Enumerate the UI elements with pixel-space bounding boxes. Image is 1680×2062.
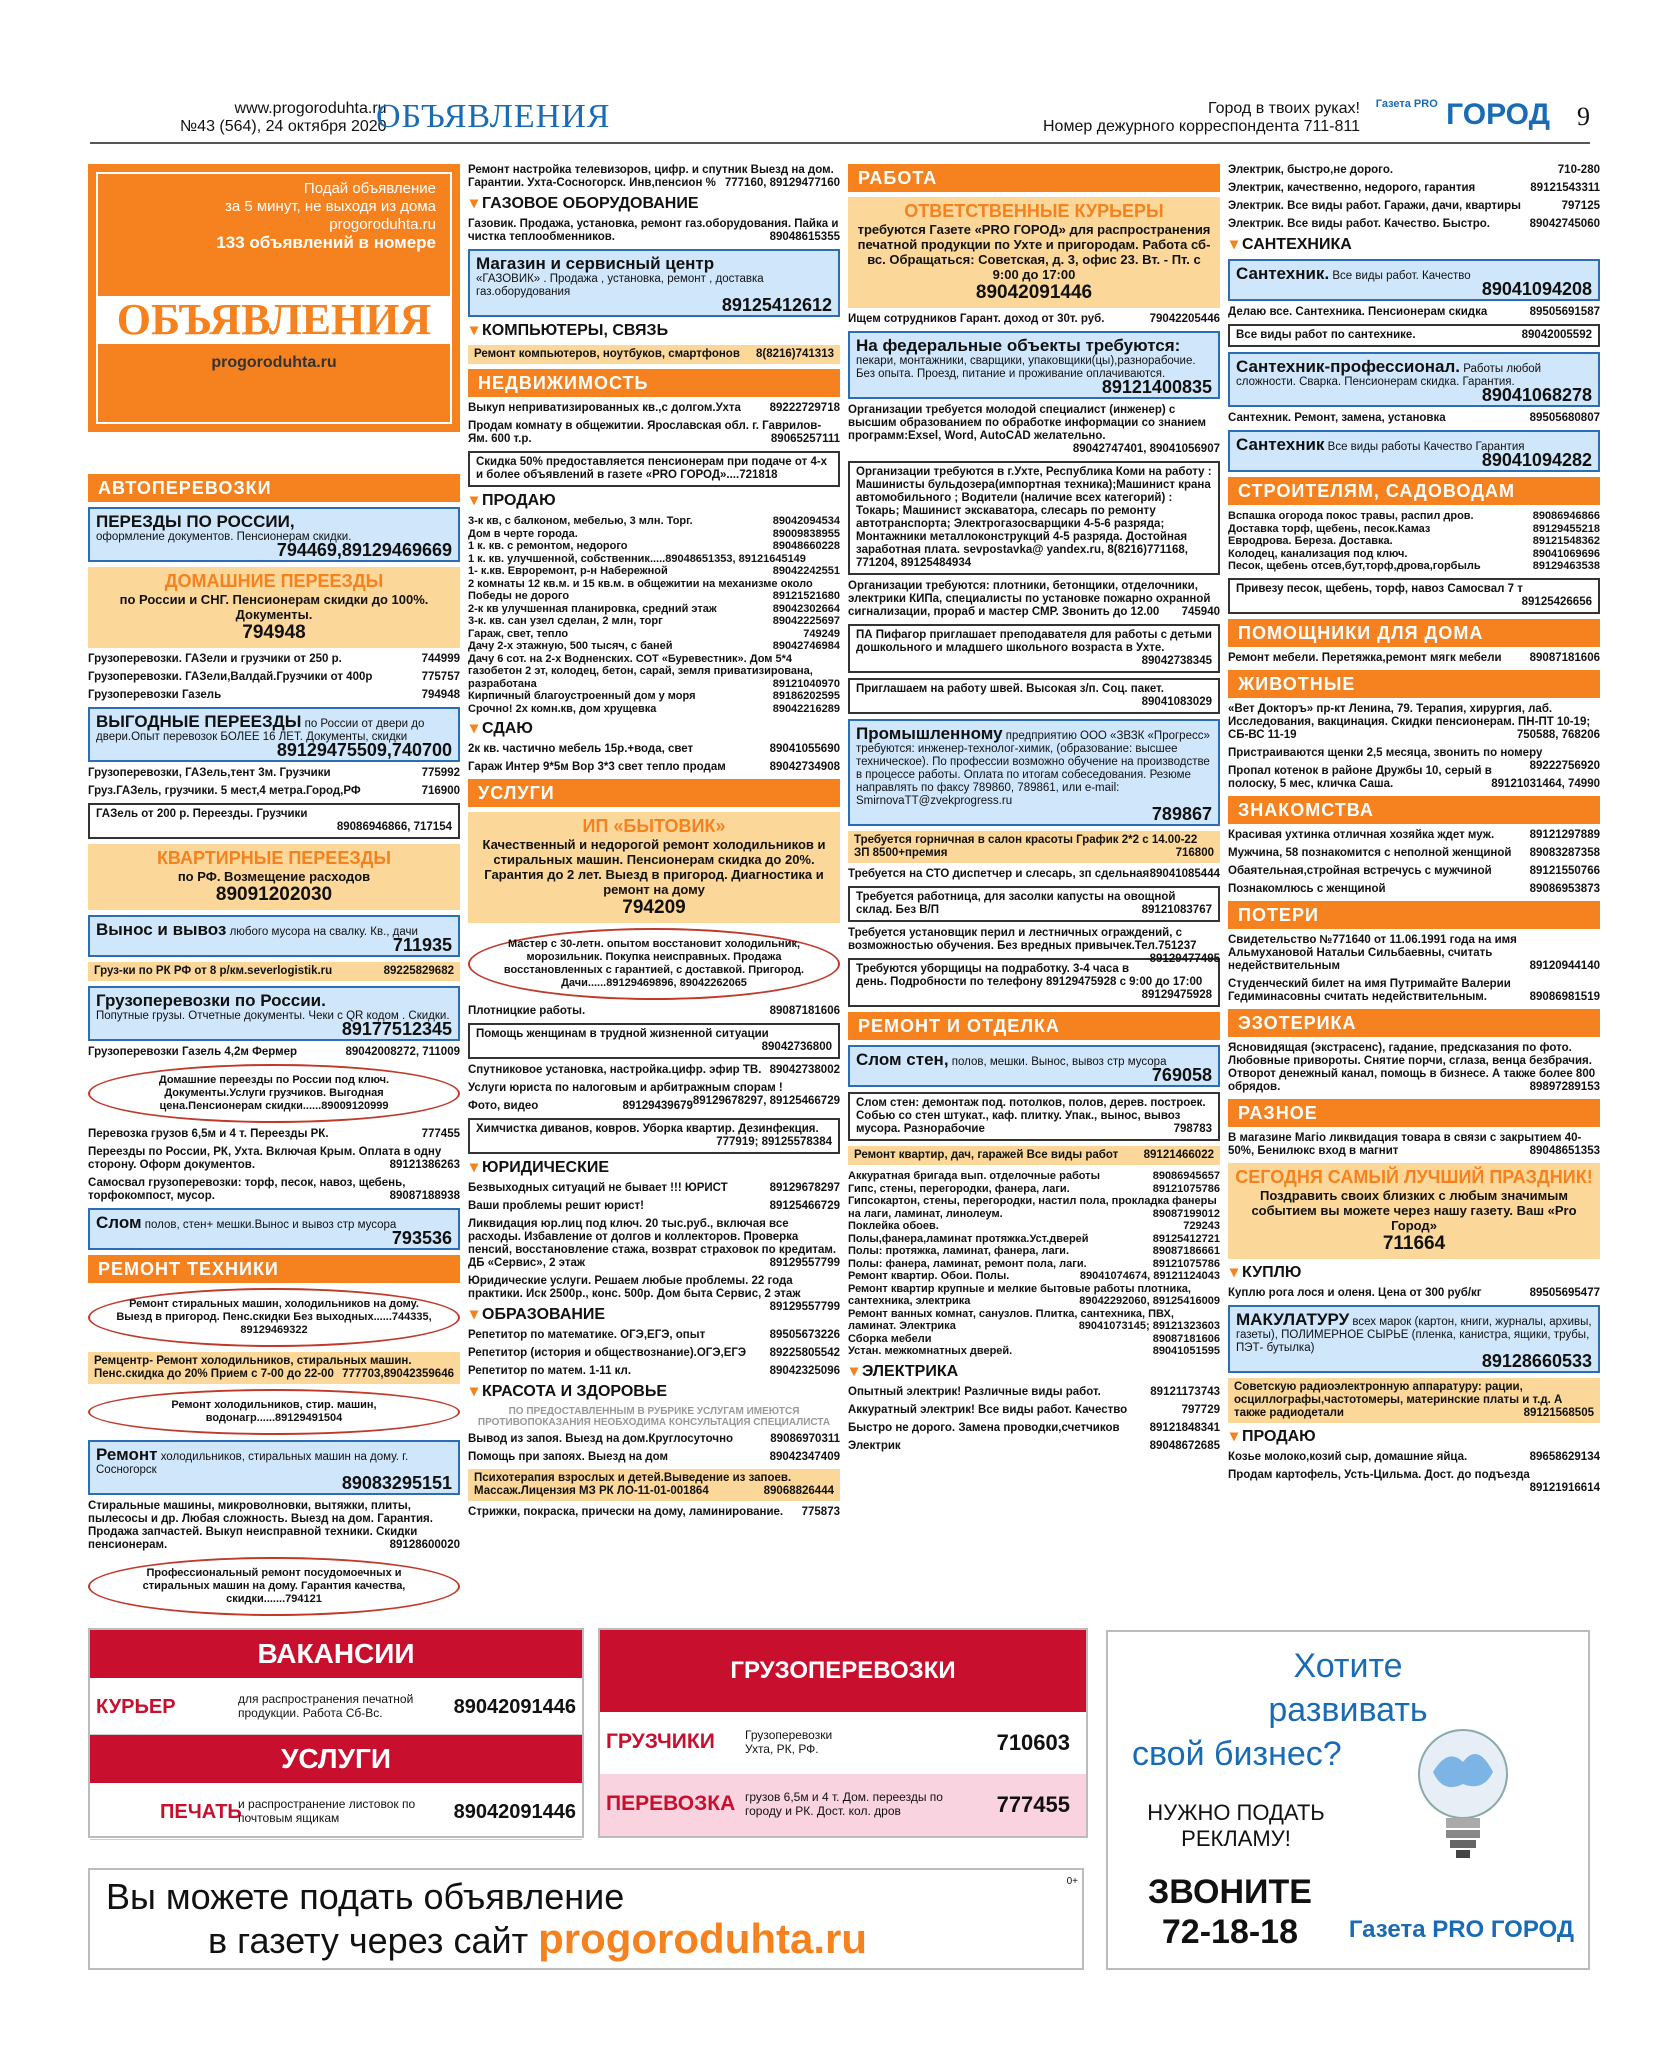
section-header: РЕМОНТ ТЕХНИКИ — [88, 1255, 460, 1283]
cargo-block — [598, 1628, 1088, 1838]
ad-line: Ясновидящая (экстрасенс), гадание, предсказания по фото. Любовные привороты. Снятие порчи, сглаза, венца безбрачия. Отворот денежный канал, помощь в бизнесе. А также более 800 обрядов. 89897289153 — [1228, 1041, 1600, 1093]
ad-line: Пропал котенок в районе Дружбы 10, серый в полоску, 5 мес, кличка Саша. 89121031464, 74990 — [1228, 764, 1600, 790]
subsection-header: ▾ ЭЛЕКТРИКА — [848, 1363, 1220, 1381]
ad-line: Помощь при запоях. Выезд на дом 89042347409 — [468, 1451, 840, 1463]
section-header: ЭЗОТЕРИКА — [1228, 1009, 1600, 1037]
ad-line: Выкуп неприватизированных кв.,с долгом.Ухта 89222729718 — [468, 402, 840, 414]
ad-line: Ремонт квартир крупные и мелкие бытовые работы плотника, сантехника, электрика 89042292060, 89125416009 — [848, 1282, 1220, 1307]
ad-line: Электрик. Все виды работ. Качество. Быстро. 89042745060 — [1228, 218, 1600, 230]
ad-line: Аккуратная бригада вып. отделочные работы 89086945657 — [848, 1170, 1220, 1182]
ad-oval: Ремонт холодильников, стир. машин, водонагр......89129491504 — [88, 1389, 460, 1435]
ad-line: Грузоперевозки, ГАЗель,тент 3м. Грузчики 775992 — [88, 767, 460, 779]
ad-box[interactable]: МАКУЛАТУРУ всех марок (картон, книги, журналы, архивы, газеты), ПОЛИМЕРНОЕ СЫРЬЕ (пленка, канистра, ящики, трубы, ПЭТ- бутылка) 89128660533 — [1228, 1305, 1600, 1373]
subsection-header: ▾ ОБРАЗОВАНИЕ — [468, 1306, 840, 1324]
ad-line: 1- к.кв. Евроремонт, р-н Набережной 89042242551 — [468, 565, 840, 577]
ad-line: Электрик, качественно, недорого, гарантия 89121543311 — [1228, 182, 1600, 194]
ad-yellow: Груз-ки по РК РФ от 8 р/км.severlogistik.ru 89225829682 — [88, 962, 460, 981]
ad-line: Организации требуются: плотники, бетонщики, отделочники, электрики КИПа, специалисты по установке пожарно охранной сигнализации, прораб и мастер СМР. Звонить до 12.00 745940 — [848, 580, 1220, 618]
transport-row[interactable]: ПЕРЕВОЗКА грузов 6,5м и 4 т. Дом. переезды по городу и РК. Дост. кол. дров 777455 — [600, 1774, 1086, 1836]
issue-info: №43 (564), 24 октября 2020 — [180, 118, 387, 135]
ad-line: Полы: протяжка, ламинат, фанера, лаги. 89087186661 — [848, 1245, 1220, 1257]
sale-list — [468, 515, 840, 715]
business-ad[interactable]: Хотите развивать свой бизнес? НУЖНО ПОДАТЬ РЕКЛАМУ! ЗВОНИТЕ 72-18-18 Газета PRO ГОРОД — [1106, 1630, 1590, 1970]
ad-line: Безвыходных ситуаций не бывает !!! ЮРИСТ 89129678297 — [468, 1182, 840, 1194]
ad-line: Переезды по России, РК, Ухта. Включая Крым. Оплата в одну сторону. Оформ документов. 89121386263 — [88, 1146, 460, 1171]
lead-banner[interactable]: Подай объявление за 5 минут, не выходя из дома progoroduhta.ru 133 объявлений в номере ОБЪЯВЛЕНИЯ progoroduhta.ru — [88, 164, 460, 432]
ad-highlight[interactable]: ДОМАШНИЕ ПЕРЕЕЗДЫ по России и СНГ. Пенсионерам скидки до 100%. Документы. 794948 — [88, 567, 460, 648]
ad-line: Быстро не дорого. Замена проводки,счетчиков 89121848341 — [848, 1421, 1220, 1434]
ad-line: «Вет Докторъ» пр-кт Ленина, 79. Терапия, хирургия, лаб. Исследования, вакцинация. Скидки пенсионерам. ПН-ПТ 10-19; СБ-ВС 11-19 750588, 768206 — [1228, 702, 1600, 741]
ad-yellow: Требуется горничная в салон красоты График 2*2 с 14.00-22 ЗП 8500+премия 716800 — [848, 831, 1220, 863]
ad-oval: Ремонт стиральных машин, холодильников на дому. Выезд в пригород. Пенс.скидки Без выходных......744335, 89129469322 — [88, 1288, 460, 1347]
ad-line: 3-к. кв. сан узел сделан, 2 млн, торг 89042225697 — [468, 615, 840, 627]
warning-text: ПО ПРЕДОСТАВЛЕННЫМ В РУБРИКЕ УСЛУГАМ ИМЕЮТСЯ ПРОТИВОПОКАЗАНИЯ НЕОБХОДИМА КОНСУЛЬТАЦИЯ СПЕЦИАЛИСТА — [477, 1406, 831, 1428]
ad-line: Перевозка грузов 6,5м и 4 т. Переезды РК. 777455 — [88, 1128, 460, 1140]
ad-frame: Требуются уборщицы на подработку. 3-4 часа в день. Подробности по телефону 89129475928 с 9:00 до 17:00 89129475928 — [848, 958, 1220, 1007]
ad-line: Груз.ГАЗель, грузчики. 5 мест,4 метра.Город,РФ 716900 — [88, 785, 460, 797]
ad-frame: Требуется работница, для засолки капусты на овощной склад. Без В/П 89121083767 — [848, 886, 1220, 922]
ad-line: Куплю рога лося и оленя. Цена от 300 руб/кг 89505695477 — [1228, 1286, 1600, 1299]
column-1 — [88, 164, 460, 1621]
ad-line: Стиральные машины, микроволновки, вытяжки, плиты, пылесосы и др. Любая сложность. Выезд на дом. Гарантия. Продажа запчастей. Выкуп неисправной техники. Скидки пенсионерам. 89128600020 — [88, 1500, 460, 1551]
ad-highlight[interactable]: КВАРТИРНЫЕ ПЕРЕЕЗДЫ по РФ. Возмещение расходов 89091202030 — [88, 844, 460, 910]
ad-box[interactable]: Слом стен, полов, мешки. Вынос, вывоз стр мусора 769058 — [848, 1045, 1220, 1087]
garden-list — [1228, 510, 1600, 573]
section-header: ПОТЕРИ — [1228, 901, 1600, 929]
ad-line: Красивая ухтинка отличная хозяйка ждет муж. 89121297889 — [1228, 828, 1600, 841]
ad-yellow: Психотерапия взрослых и детей.Выведение из запоев. Массаж.Лицензия МЗ РК ЛО-11-01-001864 89068826444 — [468, 1469, 840, 1501]
ad-highlight[interactable]: СЕГОДНЯ САМЫЙ ЛУЧШИЙ ПРАЗДНИК! Поздравить своих близких с любым значимым событием вы можете через нашу газету. Ваш «Pro Город» 711664 — [1228, 1163, 1600, 1259]
ad-yellow: Ремцентр- Ремонт холодильников, стиральных машин. Пенс.скидка до 20% Прием с 7-00 до 22-00 777703,89042359646 — [88, 1352, 460, 1384]
ad-line: 1 к. кв. улучшенной, собственник.....89048651353, 89121645149 — [468, 552, 806, 565]
ad-line: Гараж Интер 9*5м Вор 3*3 свет тепло продам 89042734908 — [468, 761, 840, 773]
ad-line: Ремонт настройка телевизоров, цифр. и спутник Выезд на дом. Гарантии. Ухта-Сосногорск. Инв,пенсион % 777160, 89129477160 — [468, 164, 840, 189]
section-header: РЕМОНТ И ОТДЕЛКА — [848, 1012, 1220, 1040]
duty-phone: Номер дежурного корреспондента 711-811 — [1043, 118, 1360, 135]
ad-line: Аккуратный электрик! Все виды работ. Качество 797729 — [848, 1403, 1220, 1416]
ad-line: Ликвидация юр.лиц под ключ. 20 тыс.руб., включая все расходы. Избавление от долгов и коллекторов. Проверка пенсий, восстановление стажа, возврат страховок по кредитам. ДБ «Сервис», 2 этаж 89129557799 — [468, 1218, 840, 1269]
ad-line: Свидетельство №771640 от 11.06.1991 года на имя Альмухановой Натальи Сильбаевны, считать недействительным 89120944140 — [1228, 933, 1600, 972]
vacancies-header: ВАКАНСИИ — [90, 1630, 582, 1678]
ad-line: Гараж, свет, тепло 749249 — [468, 627, 840, 640]
ad-frame: ГАЗель от 200 р. Переезды. Грузчики 89086946866, 717154 — [88, 803, 460, 839]
ad-frame: Приглашаем на работу швей. Высокая з/п. Соц. пакет. 89041083029 — [848, 678, 1220, 714]
ad-line: Сантехник. Ремонт, замена, установка 89505680807 — [1228, 412, 1600, 424]
lightbulb-icon — [1408, 1722, 1518, 1872]
ad-box[interactable]: Ремонт холодильников, стиральных машин на дому. г. Сосногорск 89083295151 — [88, 1440, 460, 1495]
ad-line: Обаятельная,стройная встречусь с мужчиной 89121550766 — [1228, 864, 1600, 877]
ad-oval: Домашние переезды по России под ключ. Документы.Услуги грузчиков. Выгодная цена.Пенсионерам скидки......89009120999 — [88, 1064, 460, 1123]
page-number: 9 — [1577, 102, 1590, 131]
ad-line: Вывод из запоя. Выезд на дом.Круглосуточно 89086970311 — [468, 1433, 840, 1445]
section-header: ЖИВОТНЫЕ — [1228, 670, 1600, 698]
ad-highlight[interactable]: ИП «БЫТОВИК» Качественный и недорогой ремонт холодильников и стиральных машин. Пенсионерам скидка до 20%. Гарантия до 2 лет. Выезд в пригород. Диагностика и ремонт на дому 794209 — [468, 812, 840, 923]
ad-yellow: Советскую радиоэлектронную аппаратуру: рации, осциллографы,частотомеры, материнские платы и т.д. А также радиодетали 89121568505 — [1228, 1378, 1600, 1423]
ad-box[interactable]: ВЫГОДНЫЕ ПЕРЕЕЗДЫ по России от двери до двери.Опыт перевозок БОЛЕЕ 16 ЛЕТ. Документы, скидки 89129475509,740700 — [88, 707, 460, 762]
ad-box[interactable]: Сантехник Все виды работы Качество Гарантия 89041094282 — [1228, 430, 1600, 472]
column-4 — [1228, 164, 1600, 1495]
ad-line: Стрижки, покраска, прически на дому, ламинирование. 775873 — [468, 1506, 840, 1518]
print-row[interactable]: ПЕЧАТЬ и распространение листовок по почтовым ящикам 89042091446 — [90, 1783, 582, 1840]
ad-line: Продам комнату в общежитии. Ярославская обл. г. Гаврилов-Ям. 600 т.р. 89065257111 — [468, 420, 840, 445]
ad-frame: Химчистка диванов, ковров. Уборка квартир. Дезинфекция. 777919; 89125578384 — [468, 1118, 840, 1154]
ad-line: Ремонт квартир. Обои. Полы. 89041074674, 89121124043 — [848, 1270, 1220, 1282]
ad-line: Вспашка огорода покос травы, распил дров. 89086946866 — [1228, 510, 1600, 522]
subsection-header: ▾ ГАЗОВОЕ ОБОРУДОВАНИЕ — [468, 195, 840, 213]
subsection-header: ▾ САНТЕХНИКА — [1228, 236, 1600, 254]
ad-line: Грузоперевозки. ГАЗели,Валдай.Грузчики от 400р 775757 — [88, 671, 460, 683]
ad-line: Гипсокартон, стены, перегородки, настил пола, прокладка фанеры на лаги, ламинат, линолеум. 89087199012 — [848, 1195, 1220, 1220]
ad-line: Фото, видео 89129439679 — [468, 1100, 693, 1112]
ad-line: В магазине Магіо ликвидация товара в связи с закрытием 40-50%, Бенилюкс вход в магнит 89048651353 — [1228, 1131, 1600, 1157]
ad-line: Продам картофель, Усть-Цильма. Дост. до подъезда 89121916614 — [1228, 1468, 1600, 1494]
slogan: Город в твоих руках! — [1207, 100, 1360, 117]
ad-line: Репетитор (история и обществознание).ОГЭ,ЕГЭ 89225805542 — [468, 1347, 840, 1359]
ad-line: Требуется установщик перил и лестничных ограждений, с возможностью обучения. Без вредных привычек.Тел.751237 89129477495 — [848, 927, 1220, 965]
ad-line: 2к кв. частично мебель 15р.+вода, свет 89041055690 — [468, 743, 840, 755]
vacancies-block — [88, 1628, 584, 1838]
subsection-header: ▾ КРАСОТА И ЗДОРОВЬЕ — [468, 1383, 840, 1401]
ad-box[interactable]: ПЕРЕЗДЫ ПО РОССИИ, оформление документов. Пенсионерам скидки. 794469,89129469669 — [88, 507, 460, 562]
ad-line: Электрик, быстро,не дорого. 710-280 — [1228, 164, 1600, 176]
ad-line: Сборка мебели 89087181606 — [848, 1332, 1220, 1345]
ad-line: Срочно! 2х комн.кв, дом хрущевка 89042216289 — [468, 702, 840, 715]
section-header: РАБОТА — [848, 164, 1220, 192]
ad-line: 2 комнаты 12 кв.м. и 15 кв.м. в общежитии на механизме около Победы не дорого 89121521680 — [468, 577, 840, 602]
ad-line: Делаю все. Сантехника. Пенсионерам скидка 89505691587 — [1228, 306, 1600, 318]
ad-line: Электрик 89048672685 — [848, 1439, 1220, 1452]
ad-frame: Слом стен: демонтаж под. потолков, полов, дерев. построек. Собью со стен штукат., каф. плитку. Упак., вынос, вывоз мусора. Разнорабочие 798783 — [848, 1092, 1220, 1141]
ad-line: Электрик. Все виды работ. Гаражи, дачи, квартиры 797125 — [1228, 200, 1600, 212]
ad-line: Поклейка обоев. 729243 — [848, 1220, 1220, 1232]
section-header: НЕДВИЖИМОСТЬ — [468, 369, 840, 397]
ad-oval: Профессиональный ремонт посудомоечных и стиральных машин на дому. Гарантия качества, скидки.......794121 — [88, 1557, 460, 1616]
footer-logo: Газета PRO ГОРОД — [1348, 1916, 1574, 1943]
ad-line: Юридические услуги. Решаем любые проблемы. 22 года практики. Иск 2500р., конс. 500р. Дом быта Сервис, 2 этаж 89129557799 — [468, 1275, 840, 1313]
ad-line: Грузоперевозки Газель 794948 — [88, 689, 460, 701]
ad-box[interactable]: Сантехник. Все виды работ. Качество 89041094208 — [1228, 259, 1600, 301]
ad-line: Гипс, стены, перегородки, фанера, лаги. 89121075786 — [848, 1182, 1220, 1195]
ad-line: Дом в черте города. 89009838955 — [468, 527, 840, 540]
cargo-header: ГРУЗОПЕРЕВОЗКИ — [600, 1630, 1086, 1712]
column-3 — [848, 164, 1220, 1458]
subsection-header: ▾ КОМПЬЮТЕРЫ, СВЯЗЬ — [468, 322, 840, 340]
ad-line: Устан. межкомнатных дверей. 89041051595 — [848, 1345, 1220, 1357]
ad-line: Студенческий билет на имя Путримайте Валерии Гедиминасовны считать недействительным. 89086981519 — [1228, 977, 1600, 1003]
ad-line: Ищем сотрудников Гарант. доход от 30т. руб. 79042205446 — [848, 313, 1220, 325]
ad-line: Козье молоко,козий сыр, домашние яйца. 89658629134 — [1228, 1450, 1600, 1463]
ad-line: Колодец, канализация под ключ. 89041069696 — [1228, 547, 1600, 560]
lead-site: progoroduhta.ru — [211, 354, 337, 371]
ad-line: Пристраиваются щенки 2,5 месяца, звонить по номеру 89222756920 — [1228, 746, 1600, 772]
services-header: УСЛУГИ — [90, 1735, 582, 1783]
ad-box[interactable]: На федеральные объекты требуются: пекари, монтажники, сварщики, упаковщики(цы),разнорабочие. Без опыта. Проезд, питание и проживание оплачиваются. 89121400835 — [848, 331, 1220, 399]
ad-line: Услуги юриста по налоговым и арбитражным спорам ! 89129678297, 89125466729 — [468, 1082, 840, 1107]
section-title: ОБЪЯВЛЕНИЯ — [376, 98, 611, 135]
logo: $^{Газета PRO}$ ГОРОД — [1375, 98, 1550, 131]
ad-line: Опытный электрик! Различные виды работ. 89121173743 — [848, 1385, 1220, 1398]
ad-line — [88, 437, 460, 469]
subsection-header: ▾ ПРОДАЮ — [468, 492, 840, 510]
ad-line: Ваши проблемы решит юрист! 89125466729 — [468, 1200, 840, 1212]
section-header: АВТОПЕРЕВОЗКИ — [88, 474, 460, 502]
ad-line: Грузоперевозки. ГАЗели и грузчики от 250 р. 744999 — [88, 653, 460, 665]
ad-box[interactable]: Грузоперевозки по России. Попутные грузы. Отчетные документы. Чеки с QR кодом . Скидки. 89177512345 — [88, 986, 460, 1041]
ad-frame: Привезу песок, щебень, торф, навоз Самосвал 7 т 89125426656 — [1228, 578, 1600, 614]
site-link[interactable]: progoroduhta.ru — [538, 1915, 868, 1962]
ad-line: Организации требуется молодой специалист (инженер) с высшим образованием по обработке информации со знанием программ:Exsel, Word, AutoCAD желательно. 89042747401, 89041056907 — [848, 404, 1220, 455]
ad-line: 2-к кв улучшенная планировка, средний этаж 89042302664 — [468, 602, 840, 615]
ad-frame: Организации требуются в г.Ухте, Республика Коми на работу : Машинисты бульдозера(импортная техника);Машинист крана автомобильного ; Водители (наличие всех категорий) : Токарь; Машинист экскаватора, слесарь по ремонту автотранспорта; Электрогазосварщики 4-5-6 разряда; Монтажники металлоконструкций 4-5 разряда. Достойная заработная плата. sevpostavka@ yandex.ru, 8(8216)771168, 771204, 89125484934 — [848, 461, 1220, 575]
column-2 — [468, 164, 840, 1524]
ad-line: Ремонт ванных комнат, санузлов. Плитка, сантехника, ПВХ, ламинат. Электрика 89041073145; 89121323603 — [848, 1307, 1220, 1332]
header-right — [1043, 100, 1360, 136]
subsection-header: ▾ СДАЮ — [468, 720, 840, 738]
ad-line: Самосвал грузоперевозки: торф, песок, навоз, щебень, торфокомпост, мусор. 89087188938 — [88, 1177, 460, 1202]
ad-box[interactable]: Магазин и сервисный центр «ГАЗОВИК» . Продажа , установка, ремонт , доставка газ.оборудования 89125412612 — [468, 249, 840, 317]
ad-line: Дачу 2-х этажную, 500 тысяч, с баней 89042746984 — [468, 640, 840, 652]
subsection-header: ▾ КУПЛЮ — [1228, 1264, 1600, 1282]
section-header: СТРОИТЕЛЯМ, САДОВОДАМ — [1228, 477, 1600, 505]
ad-box[interactable]: Вынос и вывоз любого мусора на свалку. Кв., дачи 711935 — [88, 915, 460, 957]
header-left — [180, 100, 387, 136]
site-banner[interactable]: Вы можете подать объявление в газету через сайт progoroduhta.ru 0+ — [88, 1868, 1084, 1970]
ad-line: Газовик. Продажа, установка, ремонт газ.оборудования. Пайка и чистка теплообменников. 89048615355 — [468, 218, 840, 243]
ad-line: Репетитор по математике. ОГЭ,ЕГЭ, опыт 89505673226 — [468, 1329, 840, 1341]
courier-row[interactable]: КУРЬЕР для распространения печатной продукции. Работа Сб-Вс. 89042091446 — [90, 1678, 582, 1735]
ad-box[interactable]: Сантехник-профессионал. Работы любой сложности. Сварка. Пенсионерам скидка. Гарантия. 89041068278 — [1228, 352, 1600, 407]
ad-line: Грузоперевозки Газель 4,2м Фермер 89042008272, 711009 — [88, 1046, 460, 1058]
loaders-row[interactable]: ГРУЗЧИКИ Грузоперевозки Ухта, РК, РФ. 710603 — [606, 1728, 1070, 1756]
ad-box[interactable]: Промышленному предприятию ООО «ЗВЗК «Прогресс» требуются: инженер-технолог-химик, (образование: высшее техническое). По профессии возможно обучение на производстве в процессе работы. Оплата по итогам собеседования. Резюме направлять по факсу 789860, 789861, или e-mail: SmirnovaTT@zvekprogress.ru 789867 — [848, 719, 1220, 826]
section-header: ПОМОЩНИКИ ДЛЯ ДОМА — [1228, 619, 1600, 647]
ad-line: Спутниковое установка, настройка.цифр. эфир ТВ. 89042738002 — [468, 1064, 840, 1076]
ad-line: Познакомлюсь с женщиной 89086953873 — [1228, 882, 1600, 895]
ad-line: Евродрова. Береза. Доставка. 89121548362 — [1228, 535, 1600, 547]
ad-oval: Мастер с 30-летн. опытом восстановит холодильник, морозильник. Покупка неисправных. Продажа восстановленных с гарантией, с доставкой. Пригород. Дачи......89129469896, 89042262065 — [468, 928, 840, 1000]
lead-title: ОБЪЯВЛЕНИЯ — [98, 296, 450, 344]
ad-line: Полы: фанера, ламинат, ремонт пола, лаги. 89121075786 — [848, 1257, 1220, 1270]
subsection-header: ▾ ПРОДАЮ — [1228, 1428, 1600, 1446]
page-header — [90, 98, 1590, 144]
ad-line: Требуется на СТО диспетчер и слесарь, зп сдельная 89041085444 — [848, 868, 1220, 880]
ad-line: 3-к кв, с балконом, мебелью, 3 млн. Торг. 89042094534 — [468, 515, 840, 527]
ad-line: Репетитор по матем. 1-11 кл. 89042325096 — [468, 1365, 840, 1377]
ad-yellow: Ремонт компьютеров, ноутбуков, смартфонов 8(8216)741313 — [468, 345, 840, 364]
site-url[interactable]: www.progoroduhta.ru — [234, 100, 387, 117]
ad-line: Песок, щебень отсев,бут,торф,дрова,горбыль 89129463538 — [1228, 560, 1600, 572]
ad-frame: Скидка 50% предоставляется пенсионерам при подаче от 4-х и более объявлений в газете «PRO ГОРОД»....721818 — [468, 451, 840, 487]
ad-yellow: Ремонт квартир, дач, гаражей Все виды работ 89121466022 — [848, 1146, 1220, 1165]
subsection-header: ▾ ЮРИДИЧЕСКИЕ — [468, 1159, 840, 1177]
ad-line: Доставка торф, щебень, песок.Камаз 89129455218 — [1228, 522, 1600, 535]
ad-line: Плотницкие работы. 89087181606 — [468, 1005, 840, 1017]
ad-line: Полы,фанера,ламинат протяжка.Уст.дверей 89125412721 — [848, 1232, 1220, 1245]
ad-line: Ремонт мебели. Перетяжка,ремонт мягк мебели 89087181606 — [1228, 651, 1600, 664]
repair-list — [848, 1170, 1220, 1358]
ad-line: Мужчина, 58 познакомится с неполной женщиной 89083287358 — [1228, 846, 1600, 859]
ad-frame: Помощь женщинам в трудной жизненной ситуации 89042736800 — [468, 1023, 840, 1059]
ad-frame: Все виды работ по сантехнике. 89042005592 — [1228, 324, 1600, 347]
ad-line: 1 к. кв. с ремонтом, недорого 89048660228 — [468, 540, 840, 552]
ad-box[interactable]: Слом полов, стен+ мешки.Вынос и вывоз стр мусора 793536 — [88, 1208, 460, 1250]
ad-highlight[interactable]: ОТВЕТСТВЕННЫЕ КУРЬЕРЫ требуются Газете «PRO ГОРОД» для распространения печатной продукции по Ухте и пригородам. Работа сб-вс. Обращаться: Советская, д. 3, офис 23. Вт. - Пт. с 9:00 до 17:00 89042091446 — [848, 197, 1220, 308]
ad-line: Дачу 6 сот. на 2-х Водненских. СОТ «Буревестник». Дом 5*4 газобетон 2 эт, колодец, бетон, сарай, земля приватизирована, разработана 89121040970 — [468, 652, 840, 690]
ad-frame: ПА Пифагор приглашает преподавателя для работы с детьми дошкольного и младшего школьного возраста в Ухте. 89042738345 — [848, 624, 1220, 673]
section-header: РАЗНОЕ — [1228, 1099, 1600, 1127]
ad-line: Кирпичный благоустроенный дом у моря 89186202595 — [468, 690, 840, 702]
section-header: УСЛУГИ — [468, 779, 840, 807]
section-header: ЗНАКОМСТВА — [1228, 796, 1600, 824]
